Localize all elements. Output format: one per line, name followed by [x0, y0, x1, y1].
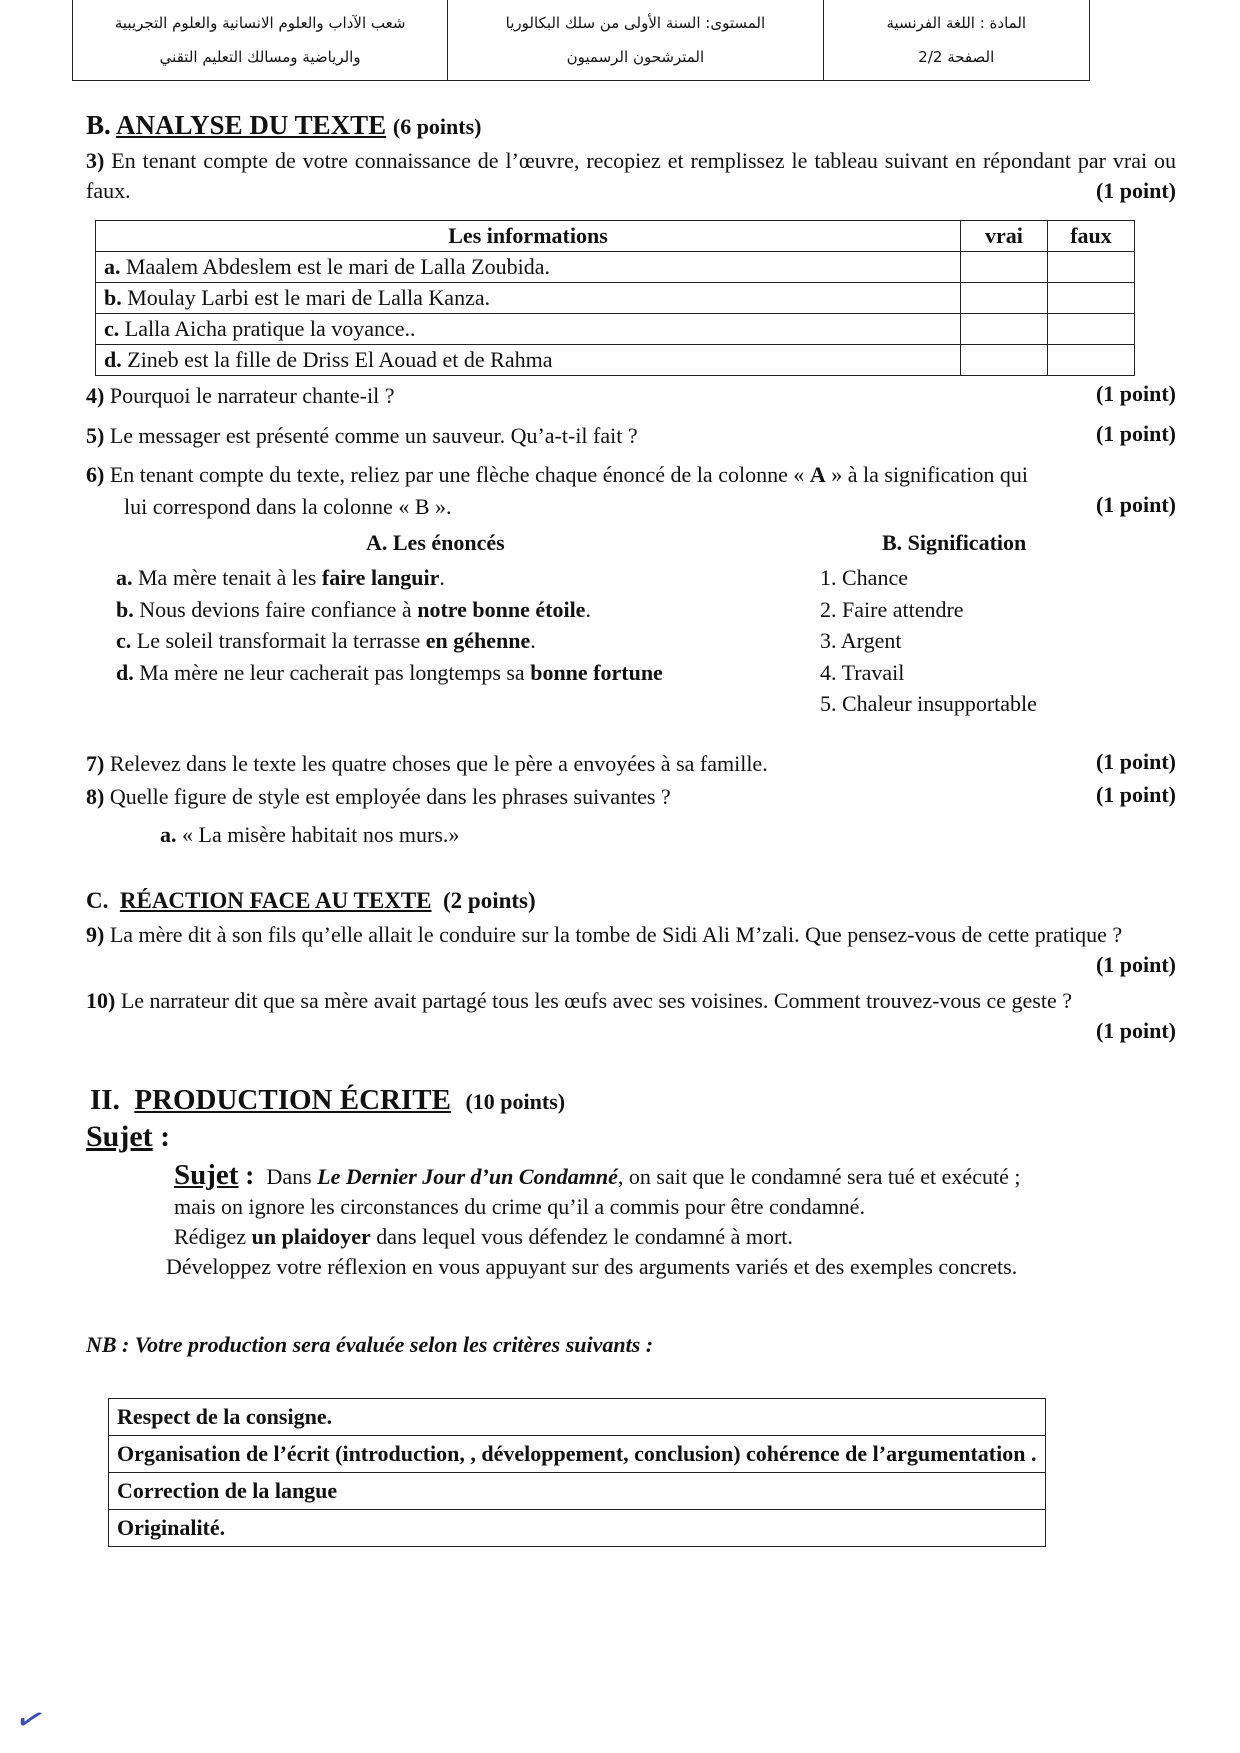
vrai-cell[interactable]: [961, 252, 1048, 283]
question-4: [86, 381, 1176, 411]
section-b-title: ANALYSE DU TEXTE: [116, 110, 387, 140]
item-post: .: [439, 565, 445, 590]
item-post: .: [530, 628, 536, 653]
question-8: [86, 782, 1176, 812]
question-8-sub-text: « La misère habitait nos murs.»: [182, 822, 460, 847]
row-text: Lalla Aicha pratique la voyance..: [124, 316, 416, 341]
item-text: Ma mère tenait à les: [138, 565, 322, 590]
row-text: Zineb est la fille de Driss El Aouad et de Rahma: [127, 347, 553, 372]
item-letter: a.: [116, 565, 133, 590]
sujet-line3-pre: Rédigez: [174, 1224, 252, 1249]
list-item: 3. Argent: [820, 628, 902, 653]
criteria-table: [108, 1398, 1046, 1547]
list-item: 1. Chance: [820, 565, 908, 590]
sujet-line3-bold: un plaidoyer: [251, 1224, 371, 1249]
header-stream-line1: شعب الآداب والعلوم الانسانية والعلوم التجريبية: [114, 14, 406, 32]
item-text: Ma mère ne leur cacherait pas longtemps sa: [139, 659, 531, 685]
section-c-heading: [86, 888, 536, 914]
question-10-num: 10): [86, 988, 116, 1013]
question-10-points: (1 point): [1095, 1018, 1176, 1043]
table-row: [96, 252, 1135, 283]
sujet-label: Sujet: [174, 1159, 239, 1191]
question-3-num: 3): [86, 148, 105, 173]
table-row: [96, 283, 1135, 314]
sujet-heading: [86, 1120, 170, 1154]
list-item: [116, 625, 663, 657]
section-c-letter: C.: [86, 888, 109, 913]
sujet-line3-post: dans lequel vous défendez le condamné à mort.: [370, 1224, 793, 1249]
page-header: [72, 0, 1090, 81]
row-text: Maalem Abdeslem est le mari de Lalla Zoubida.: [126, 254, 550, 279]
faux-cell[interactable]: [1048, 314, 1135, 345]
column-a-title: A. Les énoncés: [366, 530, 505, 555]
sujet-book-title: Le Dernier Jour d’un Condamné: [317, 1164, 618, 1189]
list-item: 4. Travail: [820, 659, 905, 685]
vrai-cell[interactable]: [961, 314, 1048, 345]
criteria-row: Originalité.: [109, 1510, 1046, 1547]
question-6-bold: A: [809, 462, 826, 487]
item-letter: c.: [116, 628, 132, 653]
question-4-points: (1 point): [1095, 381, 1176, 406]
question-8-sub-letter: a.: [160, 822, 177, 847]
question-10-text: Le narrateur dit que sa mère avait partagé tous les œufs avec ses voisines. Comment trouvez-vous ce geste ?: [120, 988, 1072, 1013]
question-5-points: (1 point): [1095, 421, 1176, 446]
section-c-points: (2 points): [443, 888, 536, 913]
section-ii-num: II.: [90, 1084, 120, 1116]
header-subject-line2: الصفحة 2/2: [918, 48, 995, 66]
faux-cell[interactable]: [1048, 283, 1135, 314]
sujet-body: Sujet : Dans Le Dernier Jour d’un Condamné, on sait que le condamné sera tué et exécuté ; mais on ignore les circonstances du crime qu’il a commis pour être condamné. Rédigez un plaidoyer dans lequel vous défendez le condamné à mort. Développez votre réflexion en vous appuyant sur des arguments variés et des exemples concrets.: [174, 1160, 1174, 1282]
question-7-num: 7): [86, 751, 105, 776]
question-6-text-b: » à la signification qui: [825, 462, 1028, 487]
header-level: [447, 0, 822, 80]
question-5-num: 5): [86, 423, 105, 448]
criteria-row: Correction de la langue: [109, 1473, 1046, 1510]
question-3: [86, 146, 1176, 206]
row-letter: b.: [104, 285, 122, 310]
row-text: Moulay Larbi est le mari de Lalla Kanza.: [127, 285, 491, 310]
table-row: [96, 345, 1135, 376]
pen-mark: ✓: [10, 1696, 51, 1744]
header-subject: [823, 0, 1089, 80]
section-b-letter: B.: [86, 110, 111, 140]
section-c-title: RÉACTION FACE AU TEXTE: [119, 888, 432, 913]
question-6-line2: lui correspond dans la colonne « B ».: [124, 494, 452, 519]
section-b-points: (6 points): [392, 114, 482, 139]
header-level-line2: المترشحون الرسميون: [566, 48, 705, 66]
question-9-points: (1 point): [1095, 952, 1176, 977]
question-10: [86, 986, 1176, 1016]
sujet-line1-rest: , on sait que le condamné sera tué et exécuté ;: [617, 1164, 1021, 1189]
section-ii-heading: [90, 1084, 565, 1117]
sujet-line4: Développez votre réflexion en vous appuyant sur des arguments variés et des exemples concrets.: [166, 1254, 1018, 1279]
nb-note: NB : Votre production sera évaluée selon les critères suivants :: [86, 1332, 654, 1357]
question-9: [86, 920, 1176, 950]
section-b-heading: [86, 110, 482, 141]
vrai-cell[interactable]: [961, 283, 1048, 314]
question-8-text: Quelle figure de style est employée dans les phrases suivantes ?: [109, 784, 671, 809]
question-4-text: Pourquoi le narrateur chante-il ?: [109, 383, 395, 408]
vrai-cell[interactable]: [961, 345, 1048, 376]
question-4-num: 4): [86, 383, 105, 408]
list-item: [116, 594, 663, 626]
criteria-row: Respect de la consigne.: [109, 1399, 1046, 1436]
table-header-informations: Les informations: [96, 221, 961, 252]
item-text: Nous devions faire confiance à: [139, 596, 418, 622]
question-3-text: En tenant compte de votre connaissance de l’œuvre, recopiez et remplissez le tableau suivant en répondant par vrai ou faux.: [86, 148, 1176, 203]
column-b-title: B. Signification: [882, 530, 1027, 555]
question-7: [86, 749, 1176, 779]
item-bold: en géhenne: [425, 628, 531, 653]
sujet-line2: mais on ignore les circonstances du crime qu’il a commis pour être condamné.: [174, 1194, 865, 1219]
table-header-faux: faux: [1048, 221, 1135, 252]
item-bold: faire languir: [321, 565, 440, 590]
sujet-heading-colon: :: [152, 1120, 171, 1153]
header-subject-line1: المادة : اللغة الفرنسية: [886, 14, 1027, 32]
question-6-points: (1 point): [1095, 492, 1176, 517]
question-3-points: (1 point): [1095, 178, 1176, 203]
question-6-num: 6): [86, 462, 105, 487]
item-bold: bonne fortune: [530, 659, 663, 685]
faux-cell[interactable]: [1048, 252, 1135, 283]
list-item: 5. Chaleur insupportable: [820, 691, 1037, 716]
header-stream: [73, 0, 447, 80]
item-letter: b.: [116, 596, 134, 622]
column-b-list: [820, 562, 1037, 720]
row-letter: d.: [104, 347, 122, 372]
list-item: [116, 562, 663, 594]
true-false-table: [95, 220, 1135, 376]
row-letter: a.: [104, 254, 121, 279]
item-post: .: [585, 596, 591, 622]
question-8-num: 8): [86, 784, 105, 809]
section-ii-title: PRODUCTION ÉCRITE: [134, 1084, 451, 1116]
table-header-vrai: vrai: [961, 221, 1048, 252]
question-6: [86, 460, 1176, 490]
question-9-num: 9): [86, 922, 105, 947]
question-6-text-a: En tenant compte du texte, reliez par une flèche chaque énoncé de la colonne «: [109, 462, 810, 487]
list-item: 2. Faire attendre: [820, 596, 964, 622]
question-7-points: (1 point): [1095, 749, 1176, 774]
question-9-text: La mère dit à son fils qu’elle allait le conduire sur la tombe de Sidi Ali M’zali. Que pensez-vous de cette pratique ?: [109, 922, 1123, 947]
question-5: [86, 421, 1176, 451]
criteria-row: Organisation de l’écrit (introduction, , développement, conclusion) cohérence de l’argumentation .: [109, 1436, 1046, 1473]
item-text: Le soleil transformait la terrasse: [136, 628, 426, 653]
column-a-list: [116, 562, 663, 688]
table-row: [96, 314, 1135, 345]
row-letter: c.: [104, 316, 120, 341]
section-ii-points: (10 points): [465, 1089, 566, 1114]
header-level-line1: المستوى: السنة الأولى من سلك البكالوريا: [505, 14, 766, 32]
header-stream-line2: والرياضية ومسالك التعليم التقني: [159, 48, 361, 66]
item-letter: d.: [116, 659, 134, 685]
faux-cell[interactable]: [1048, 345, 1135, 376]
question-8-sub: [160, 822, 459, 848]
item-bold: notre bonne étoile: [417, 596, 586, 622]
list-item: [116, 657, 663, 689]
question-7-text: Relevez dans le texte les quatre choses que le père a envoyées à sa famille.: [109, 751, 768, 776]
question-5-text: Le messager est présenté comme un sauveur. Qu’a-t-il fait ?: [109, 423, 638, 448]
sujet-intro: Dans: [266, 1164, 318, 1189]
sujet-heading-text: Sujet: [86, 1120, 153, 1153]
question-8-points: (1 point): [1095, 782, 1176, 807]
